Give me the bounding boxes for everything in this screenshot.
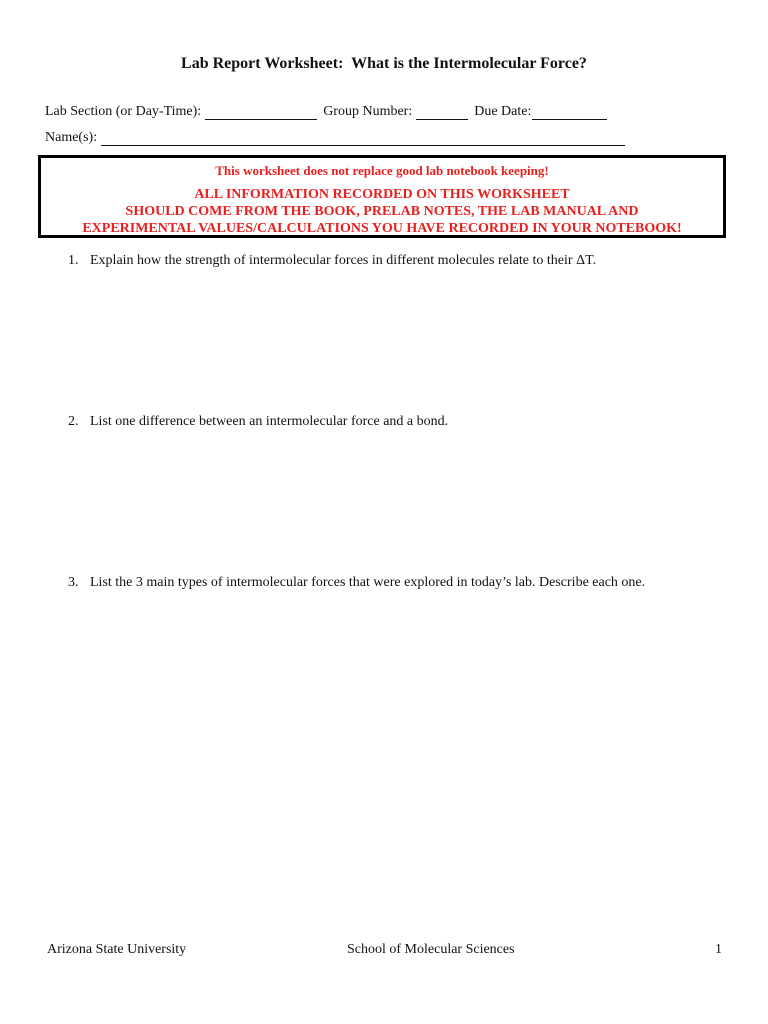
question-text: List one difference between an intermolecular force and a bond. [90, 414, 449, 429]
due-date-field[interactable] [532, 105, 607, 120]
question-text: List the 3 main types of intermolecular forces that were explored in today’s lab. Describe each one. [90, 575, 646, 590]
question-number: 1. [68, 253, 79, 268]
lab-section-label: Lab Section (or Day-Time): [45, 104, 202, 119]
question-text: Explain how the strength of intermolecular forces in different molecules relate to their ΔT. [90, 253, 597, 268]
group-number-field[interactable] [416, 105, 468, 120]
notice-line-3: SHOULD COME FROM THE BOOK, PRELAB NOTES, THE LAB MANUAL AND [125, 204, 639, 219]
notice-line-2: ALL INFORMATION RECORDED ON THIS WORKSHEET [194, 187, 570, 202]
question-number: 3. [68, 575, 79, 590]
due-date-label: Due Date: [474, 104, 532, 119]
lab-section-field[interactable] [205, 105, 317, 120]
names-label: Name(s): [45, 130, 98, 145]
footer-university: Arizona State University [47, 942, 187, 957]
notice-box [38, 155, 726, 238]
names-row [45, 130, 631, 146]
question-1 [68, 253, 596, 269]
footer-page-number: 1 [715, 942, 722, 957]
group-number-label: Group Number: [323, 104, 413, 119]
question-2 [68, 414, 448, 430]
names-field[interactable] [101, 131, 625, 146]
footer-school: School of Molecular Sciences [347, 942, 515, 957]
question-3 [68, 575, 645, 591]
info-fields-row [45, 104, 613, 120]
notice-warning [41, 186, 723, 237]
question-number: 2. [68, 414, 79, 429]
notice-line-4: EXPERIMENTAL VALUES/CALCULATIONS YOU HAVE RECORDED IN YOUR NOTEBOOK! [82, 221, 682, 236]
page-title: Lab Report Worksheet: What is the Intermolecular Force? [181, 55, 587, 72]
notice-line-1: This worksheet does not replace good lab notebook keeping! [215, 163, 549, 178]
